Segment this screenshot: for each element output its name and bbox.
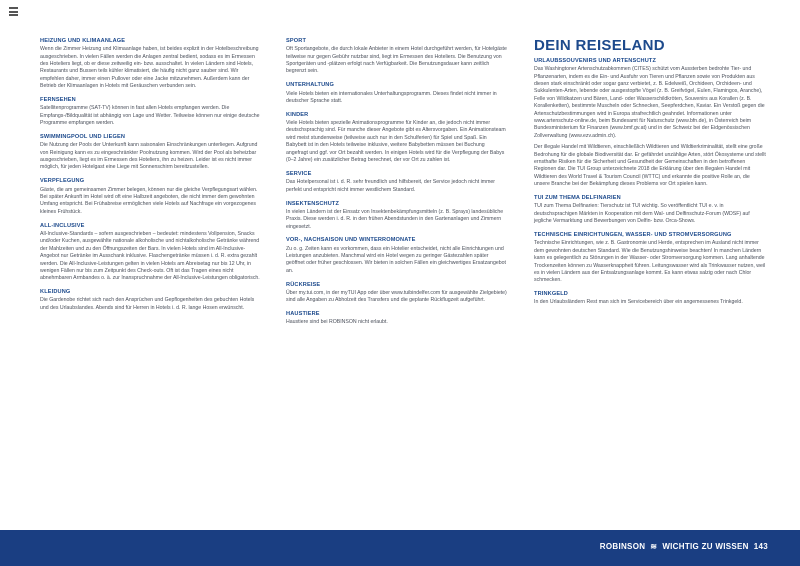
section-text: Der illegale Handel mit Wildtieren, einschließlich Wildtieren und Wildtierkriminalität, stellt eine große Bedrohung für die globale Biodiversität dar. Er gefährdet unzählige Arten, stört Ökosysteme und stellt ernsthafte Risiken für die Sicherheit und Gesundheit der Gemeinschaften in den betroffenen Regionen dar. Die TUI Group unterzeichnete 2018 die Erklärung über den illegalen Handel mit Wildtieren des World Travel & Tourism Council (WTTC) und erkannte die positive Rolle an, die unsere Branche bei der Bekämpfung dieses Problems vor Ort spielen kann. bbox=[534, 144, 766, 188]
section-heading: UNTERHALTUNG bbox=[286, 82, 334, 89]
section-text: Das Washingtoner Artenschutzabkommen (CITES) schützt vom Aussterben bedrohte Tier- und Pflanzenarten, indem es die Ein- und Ausfuhr von Tieren und Pflanzen sowie von Produkten aus diesen stark einschränkt oder sogar ganz verbietet, z. B. Edelweiß, Orchideen, Orchideen- und Sukkulenten-Arten, lebende oder ausgestopfte Vögel (z. B. Greifvögel, Eulen, Flamingos, Aranche), Felle von Wildkatzen und Bären, Land- oder Wasserschildkröten, Souvenirs aus Korallen (z. B. Korallenketten), bestimmte Muscheln oder Schnecken, Seepferdchen, Kaviar. Ein Verstoß gegen die Artenschutzbestimmungen wird in Europa strafrechtlich geahndet. Informationen unter www.artenschutz-online.de, beim Bundesamt für Naturschutz (www.bfn.de), in Österreich beim Bundesministerium für Finanzen (www.bmf.gv.at) und in der Schweiz bei der Eidgenössischen Zollverwaltung (www.ezv.admin.ch). bbox=[534, 66, 765, 139]
page-title: DEIN REISELAND bbox=[534, 37, 665, 54]
footer-section-title: WICHTIG ZU WISSEN bbox=[662, 542, 749, 551]
section-heading: SWIMMINGPOOL UND LIEGEN bbox=[40, 134, 126, 141]
section-text: Oft Sportangebote, die durch lokale Anbieter in einem Hotel durchgeführt werden, für Hotelgäste teilweise nur gegen Gebühr nutzbar sind, liegt im Ermessen des Hoteliers. Die Benutzung von Sportgeräten und -plätzen erfolgt nach Verfügbarkeit. Die Benutzungsdauer kann zeitlich begrenzt sein. bbox=[286, 46, 507, 75]
section-technik bbox=[534, 232, 766, 285]
section-text: TUI zum Thema Delfinarien: Tierschutz ist TUI wichtig. So veröffentlicht TUI e. v. in deutschsprachigen Märkten in Kooperation mit dem Wal- und Delfinschutz-Forum (WDSF) auf jegliche Vermarktung und Bewerbungen von Delfin- bzw. Orca-Shows. bbox=[534, 203, 750, 225]
section-heading: HEIZUNG UND KLIMAANLAGE bbox=[40, 38, 126, 44]
footer-bar bbox=[0, 530, 800, 566]
section-heading: TRINKGELD bbox=[534, 291, 568, 298]
section-heading: HAUSTIERE bbox=[286, 311, 320, 318]
section-heading: KINDER bbox=[286, 111, 309, 118]
section-heading: URLAUBSSOUVENIRS UND ARTENSCHUTZ bbox=[534, 58, 657, 64]
section-fernsehen bbox=[40, 97, 262, 127]
section-text: Wenn die Zimmer Heizung und Klimaanlage haben, ist beides explizit in der Hotelbeschreibung ausgeschrieben. In vielen Fällen werden die Anlagen zentral bedient, sodass es im Ermessen des Hoteliers liegt, ob er diese zeitweilig ein- bzw. ausschaltet. In vielen Ländern sind Hotels, Restaurants und Bussen teils kühler klimatisiert, die häufig nicht ganz sauber sind. Wir empfehlen daher, immer einen Pullover oder eine Jacke mitzunehmen. Außerdem kann der Betrieb der Klimaanlagen in Hotels mit Geräuschen verbunden sein. bbox=[40, 46, 259, 90]
section-heading: SPORT bbox=[286, 38, 307, 44]
column-left bbox=[40, 38, 262, 319]
section-text: Viele Hotels bieten ein internationales Unterhaltungsprogramm. Dieses findet nicht immer in deutscher Sprache statt. bbox=[286, 90, 497, 104]
section-text: Die Gardenobe richtet sich nach den Ansprüchen und Gepflogenheiten des gebuchten Hotels und des Urlaubslandes. Abends sind für Herren in Hotels i. d. R. lange Hosen erwünscht. bbox=[40, 297, 255, 311]
section-rueckreise bbox=[286, 282, 508, 305]
section-text: Zu o. g. Zeiten kann es vorkommen, dass ein Hotelier entscheidet, nicht alle Einrichtungen und Leistungen anzubieten. Manchmal wird ein Hotel wegen zu geringer Gästezahlen später geöffnet oder früher geschlossen. Wir bieten in solchen Fällen ein gleichwertiges Ersatzangebot an. bbox=[286, 245, 506, 274]
section-text: Über my.tui.com, in der myTUI App oder über www.tuibindelfer.com für ausgewählte Zielgebiete) sind alle Angaben zu Abholzeit des Transfers und die geplante Rückflugzeit aufgeführt. bbox=[286, 289, 507, 304]
section-trinkgeld bbox=[534, 291, 766, 307]
section-heading: KLEIDUNG bbox=[40, 289, 71, 296]
section-heading: VERPFLEGUNG bbox=[40, 178, 85, 185]
section-heading: RÜCKREISE bbox=[286, 281, 321, 288]
section-pool bbox=[40, 134, 262, 172]
section-heading: TUI ZUM THEMA DELFINARIEN bbox=[534, 195, 621, 202]
section-kleidung bbox=[40, 289, 262, 312]
section-heizung bbox=[40, 38, 262, 91]
section-verpflegung bbox=[40, 178, 262, 216]
section-text: Viele Hotels bieten spezielle Animationsprogramme für Kinder an, die jedoch nicht immer deutschsprachig sind. Für manche dieser Angebote gibt es Altersvorgaben. Ein Animationsteam wird meist stundenweise (teilweise auch nur in den Schulferien) für Spiel und Spaß. Ein Babybett ist in den Hotels teilweise inklusive, weitere Babybetten müssen bei Buchung angefragt und ggf. vor Ort bezahlt werden. In einigen Hotels wird für die Verpflegung der Babys (0–2 Jahre) ein zusätzlicher Betrag berechnet, der vor Ort zu zahlen ist. bbox=[286, 120, 506, 164]
section-all-inclusive bbox=[40, 223, 262, 283]
section-delfinarien bbox=[534, 195, 766, 225]
section-text: Satellitenprogramme (SAT-TV) können in fast allen Hotels empfangen werden. Die Empfangs-/Bildqualität ist abhängig von Lage und Wetter. Teilweise können nur einige deutsche Programme empfangen werden. bbox=[40, 105, 260, 127]
section-heading: INSEKTENSCHUTZ bbox=[286, 200, 340, 207]
section-saison bbox=[286, 237, 508, 275]
column-middle bbox=[286, 38, 508, 333]
section-kinder bbox=[286, 112, 508, 165]
section-heading: SERVICE bbox=[286, 170, 312, 177]
section-artenschutz bbox=[534, 58, 766, 189]
section-haustiere bbox=[286, 311, 508, 327]
section-sport bbox=[286, 38, 508, 76]
section-heading: FERNSEHEN bbox=[40, 97, 76, 104]
wave-icon: ≋ bbox=[650, 542, 658, 551]
section-unterhaltung bbox=[286, 82, 508, 105]
section-text: Gäste, die am gemeinsamen Zimmer belegen, können nur die gleiche Verpflegungsart wählen. Bei später Ankunft im Hotel wird oft eine Halbzeit angeboten, die nicht immer dem gewohnten Umfang entspricht. Bei Frühabreise ermöglichen viele Hotels auf Nachfrage ein vorgezogenes kleines Frühstück. bbox=[40, 186, 258, 215]
section-heading: VOR-, NACHSAISON UND WINTERROMONATE bbox=[286, 237, 416, 244]
section-text: In vielen Ländern ist der Einsatz von Insektenbekämpfungsmitteln (z. B. Sprays) landesübliche Praxis. Diese werden i. d. R. in den frühen Abendstunden in den Gartenanlagen und Zimmern eingesetzt. bbox=[286, 208, 504, 230]
section-heading: TECHNISCHE EINRICHTUNGEN, WASSER- UND STROMVERSORGUNG bbox=[534, 232, 732, 239]
section-text: Haustiere sind bei ROBINSON nicht erlaubt. bbox=[286, 319, 388, 326]
section-text: Technische Einrichtungen, wie z. B. Gastronomie und Herde, entsprechen im Ausland nicht immer dem gewohnten deutschen Standard. Wie die Benutzungshinweise beachten! In manchen Ländern kann es gelegentlich zu Störungen in der Wasser- oder Stromversorgung kommen. Lang anhaltende Trockenzeiten können zu Wasserknappheit führen. Leitungswasser wird als Trinkwasser nutzen, weil es in vielen Ländern aus der Entsalzungsanlage kommt. Es kann etwas salzig oder nach Chlor schmecken. bbox=[534, 240, 766, 284]
section-text: Das Hotelpersonal ist i. d. R. sehr freundlich und hilfsbereit, der Service jedoch nicht immer perfekt und entspricht nicht immer westlichem Standard. bbox=[286, 179, 496, 193]
column-right bbox=[534, 38, 766, 313]
section-text: All-Inclusive-Standards – sofern ausgeschrieben – bedeutet: mindestens Vollpension, Snacks und/oder Kuchen, ausgewählte nationale alkoholische und nichtalkoholische Getränke während der Mahlzeiten und zu den Öffnungszeiten der Bars. In vielen Hotels sind im All-Inclusive-Angebot nur Getränke im Ausschank inklusive. Flaschengetränke müssen i. d. R. extra gezahlt werden. Die All-Inclusive-Leistungen gelten in vielen Hotels am Abreisetag nur bis 12 Uhr, in wenigen Fällen nur bis zum Zeitpunkt des Check-outs. Oft ist das Tragen eines nicht abnehmbaren Armbandes o. ä. zur Inanspruchnahme der All-Inclusive-Leistungen obligatorisch. bbox=[40, 230, 260, 282]
section-text: Die Nutzung der Pools der Unterkunft kann saisonalen Einschränkungen unterliegen. Aufgrund von Reinigung kann es zu eingeschränkter Poolnutzung kommen. Wird der Pool als beheizbar ausgeschrieben, liegt es im Ermessen des Hoteliers, ihn zu heizen. Leider ist es nicht immer möglich, für jeden Hotelgast eine Liege mit Sonnenschirm bereitzustellen. bbox=[40, 142, 258, 171]
menu-icon[interactable] bbox=[9, 7, 18, 15]
section-text: In den Urlaubsländern Rest man sich im Servicebereich über ein angemessenes Trinkgeld. bbox=[534, 299, 743, 306]
page-number: 143 bbox=[753, 542, 768, 551]
section-heading: ALL-INCLUSIVE bbox=[40, 222, 85, 229]
brand-logo: ROBINSON bbox=[599, 542, 646, 551]
section-insektenschutz bbox=[286, 201, 508, 231]
section-service bbox=[286, 171, 508, 194]
footer-content bbox=[600, 542, 768, 551]
